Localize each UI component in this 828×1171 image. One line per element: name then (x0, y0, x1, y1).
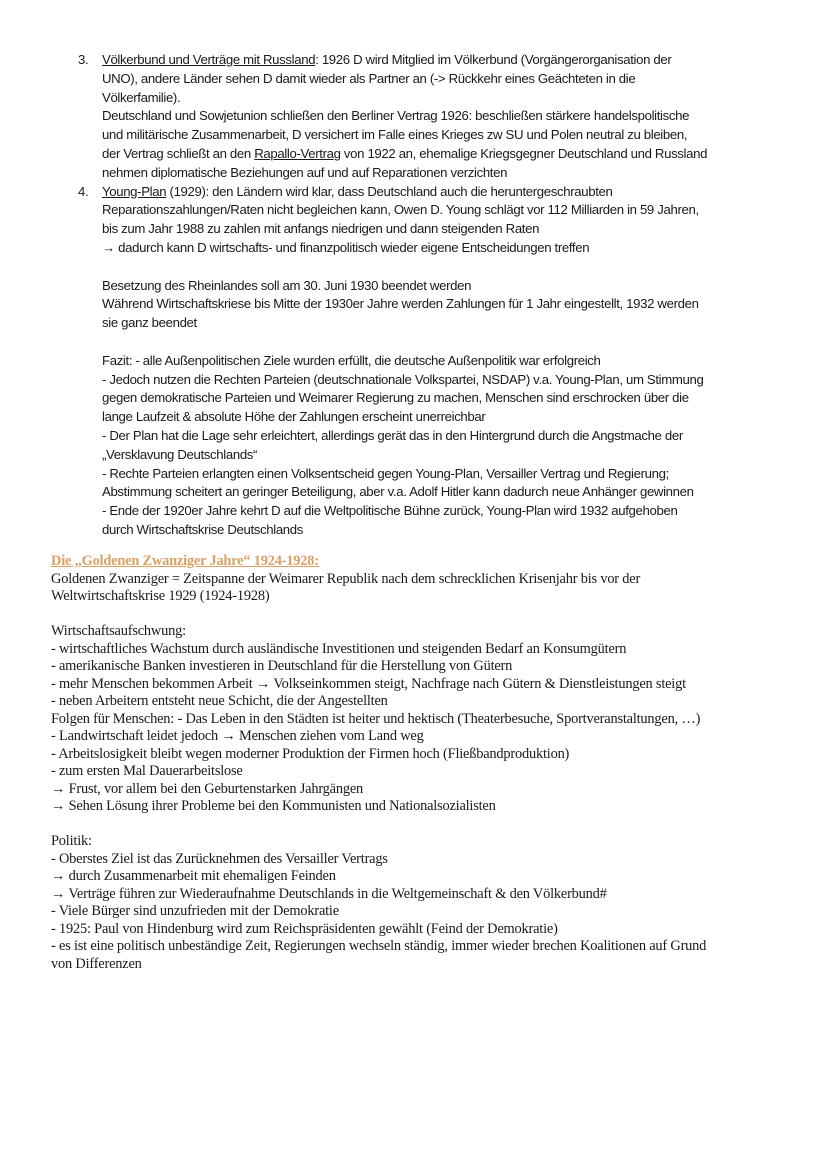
text-line: - Landwirtschaft leidet jedoch → Menschen ziehen vom Land weg (51, 728, 424, 744)
numbered-list (78, 51, 788, 540)
text-line: → Frust, vor allem bei den Geburtenstarken Jahrgängen (51, 780, 364, 797)
text-line: „Versklavung Deutschlands“ (102, 446, 258, 462)
golden-twenties-section (51, 553, 791, 973)
list-number: 3. (78, 52, 89, 67)
text-line: der Vertrag schließt an den Rapallo-Vertrag von 1922 an, ehemalige Kriegsgegner Deutschland und Russland (102, 145, 708, 161)
list-number: 4. (78, 183, 89, 199)
text-line: bis zum Jahr 1988 zu zahlen mit anfangs niedrigen und dann steigenden Raten (102, 221, 540, 237)
text-line: Besetzung des Rheinlandes soll am 30. Juni 1930 beendet werden (102, 277, 472, 293)
text-line: - Viele Bürger sind unzufrieden mit der Demokratie (51, 903, 339, 919)
text-line: Deutschland und Sowjetunion schließen den Berliner Vertrag 1926: beschließen stärkere handelspolitische (102, 108, 690, 124)
text-line: - es ist eine politisch unbeständige Zeit, Regierungen wechseln ständig, immer wieder brechen Koalitionen auf Grund (51, 938, 707, 954)
text-line: nehmen diplomatische Beziehungen auf und auf Reparationen verzichten (102, 164, 508, 180)
text-line: und militärische Zusammenarbeit, D versichert im Falle eines Krieges zw SU und Polen neutral zu bleiben, (102, 127, 688, 143)
text-line: - wirtschaftliches Wachstum durch ausländische Investitionen und steigenden Bedarf an Konsumgütern (51, 640, 627, 657)
text-line: - Arbeitslosigkeit bleibt wegen moderner Produktion der Firmen hoch (Fließbandproduktion) (51, 745, 570, 762)
rhineland-paragraph (78, 277, 788, 333)
text-line: von Differenzen (51, 955, 142, 972)
text-line: → Verträge führen zur Wiederaufnahme Deutschlands in die Weltgemeinschaft & den Völkerbund# (51, 885, 607, 902)
text-line: - neben Arbeitern entsteht neue Schicht, die der Angestellten (51, 693, 388, 709)
text-line: Während Wirtschaftskriese bis Mitte der 1930er Jahre werden Zahlungen für 1 Jahr eingestellt, 1932 werden (102, 296, 699, 312)
text-line: Völkerfamilie). (102, 89, 181, 105)
text-line: - 1925: Paul von Hindenburg wird zum Reichspräsidenten gewählt (Feind der Demokratie) (51, 920, 558, 937)
text-line: Folgen für Menschen: - Das Leben in den Städten ist heiter und hektisch (Theaterbesuche, Sportveranstaltungen, …) (51, 710, 701, 727)
list-item-first-line: Young-Plan (1929): den Ländern wird klar, dass Deutschland auch die heruntergeschraubten (102, 183, 613, 199)
text-line: durch Wirtschaftskrise Deutschlands (102, 521, 304, 537)
text-line: Reparationszahlungen/Raten nicht begleichen kann, Owen D. Young schlägt vor 112 Milliarden in 59 Jahren, (102, 202, 699, 218)
fazit-paragraph (78, 352, 788, 540)
text-line: sie ganz beendet (102, 315, 197, 331)
text-line: Goldenen Zwanziger = Zeitspanne der Weimarer Republik nach dem schrecklichen Krisenjahr bis vor der (51, 570, 641, 587)
text-line: - Der Plan hat die Lage sehr erleichtert, allerdings gerät das in den Hintergrund durch die Angstmache der (102, 427, 683, 443)
item-title: Völkerbund und Verträge mit Russland (102, 52, 316, 67)
text-line: Fazit: - alle Außenpolitischen Ziele wurden erfüllt, die deutsche Außenpolitik war erfolgreich (102, 352, 601, 368)
text-line: → Sehen Lösung ihrer Probleme bei den Kommunisten und Nationalsozialisten (51, 798, 496, 814)
text-line: - Ende der 1920er Jahre kehrt D auf die Weltpolitische Bühne zurück, Young-Plan wird 1932 aufgehoben (102, 503, 678, 519)
text-line: - Jedoch nutzen die Rechten Parteien (deutschnationale Volkspartei, NSDAP) v.a. Young-Plan, um Stimmung (102, 371, 704, 387)
list-item-4 (78, 183, 788, 258)
section-heading: Die „Goldenen Zwanziger Jahre“ 1924-1928: (51, 553, 319, 569)
economy-paragraph (51, 623, 791, 816)
text-line: UNO), andere Länder sehen D damit wieder als Partner an (-> Rückkehr eines Geächteten in die (102, 70, 636, 86)
text-line: gegen demokratische Parteien und Weimarer Regierung zu machen, Menschen sind erschrocken über die (102, 390, 689, 406)
subheading: Politik: (51, 833, 92, 849)
list-item-first-line: Völkerbund und Verträge mit Russland: 1926 D wird Mitglied im Völkerbund (Vorgängerorganisation der (102, 52, 672, 67)
text-line: Weltwirtschaftskrise 1929 (1924-1928) (51, 588, 270, 604)
item-title: Young-Plan (102, 183, 167, 199)
list-item-3 (78, 51, 788, 183)
text-line: Abstimmung scheitert an geringer Beteiligung, aber v.a. Adolf Hitler kann dadurch neue Anhänger gewinnen (102, 484, 694, 500)
text-line: - mehr Menschen bekommen Arbeit → Volkseinkommen steigt, Nachfrage nach Gütern & Dienstleistungen steigt (51, 675, 686, 692)
text-line: - amerikanische Banken investieren in Deutschland für die Herstellung von Gütern (51, 658, 513, 674)
subheading: Wirtschaftsaufschwung: (51, 623, 186, 639)
text-line: → durch Zusammenarbeit mit ehemaligen Feinden (51, 868, 336, 884)
politics-paragraph (51, 833, 791, 973)
text-line: - Rechte Parteien erlangten einen Volksentscheid gegen Young-Plan, Versailler Vertrag und Regierung; (102, 465, 669, 481)
text-line: lange Laufzeit & absolute Höhe der Zahlungen erscheint unerreichbar (102, 409, 486, 425)
rapallo-term: Rapallo-Vertrag (254, 145, 341, 161)
text-line: → dadurch kann D wirtschafts- und finanzpolitisch wieder eigene Entscheidungen treffen (102, 239, 590, 255)
text-line: - zum ersten Mal Dauerarbeitslose (51, 763, 243, 779)
text-line: - Oberstes Ziel ist das Zurücknehmen des Versailler Vertrags (51, 850, 388, 867)
